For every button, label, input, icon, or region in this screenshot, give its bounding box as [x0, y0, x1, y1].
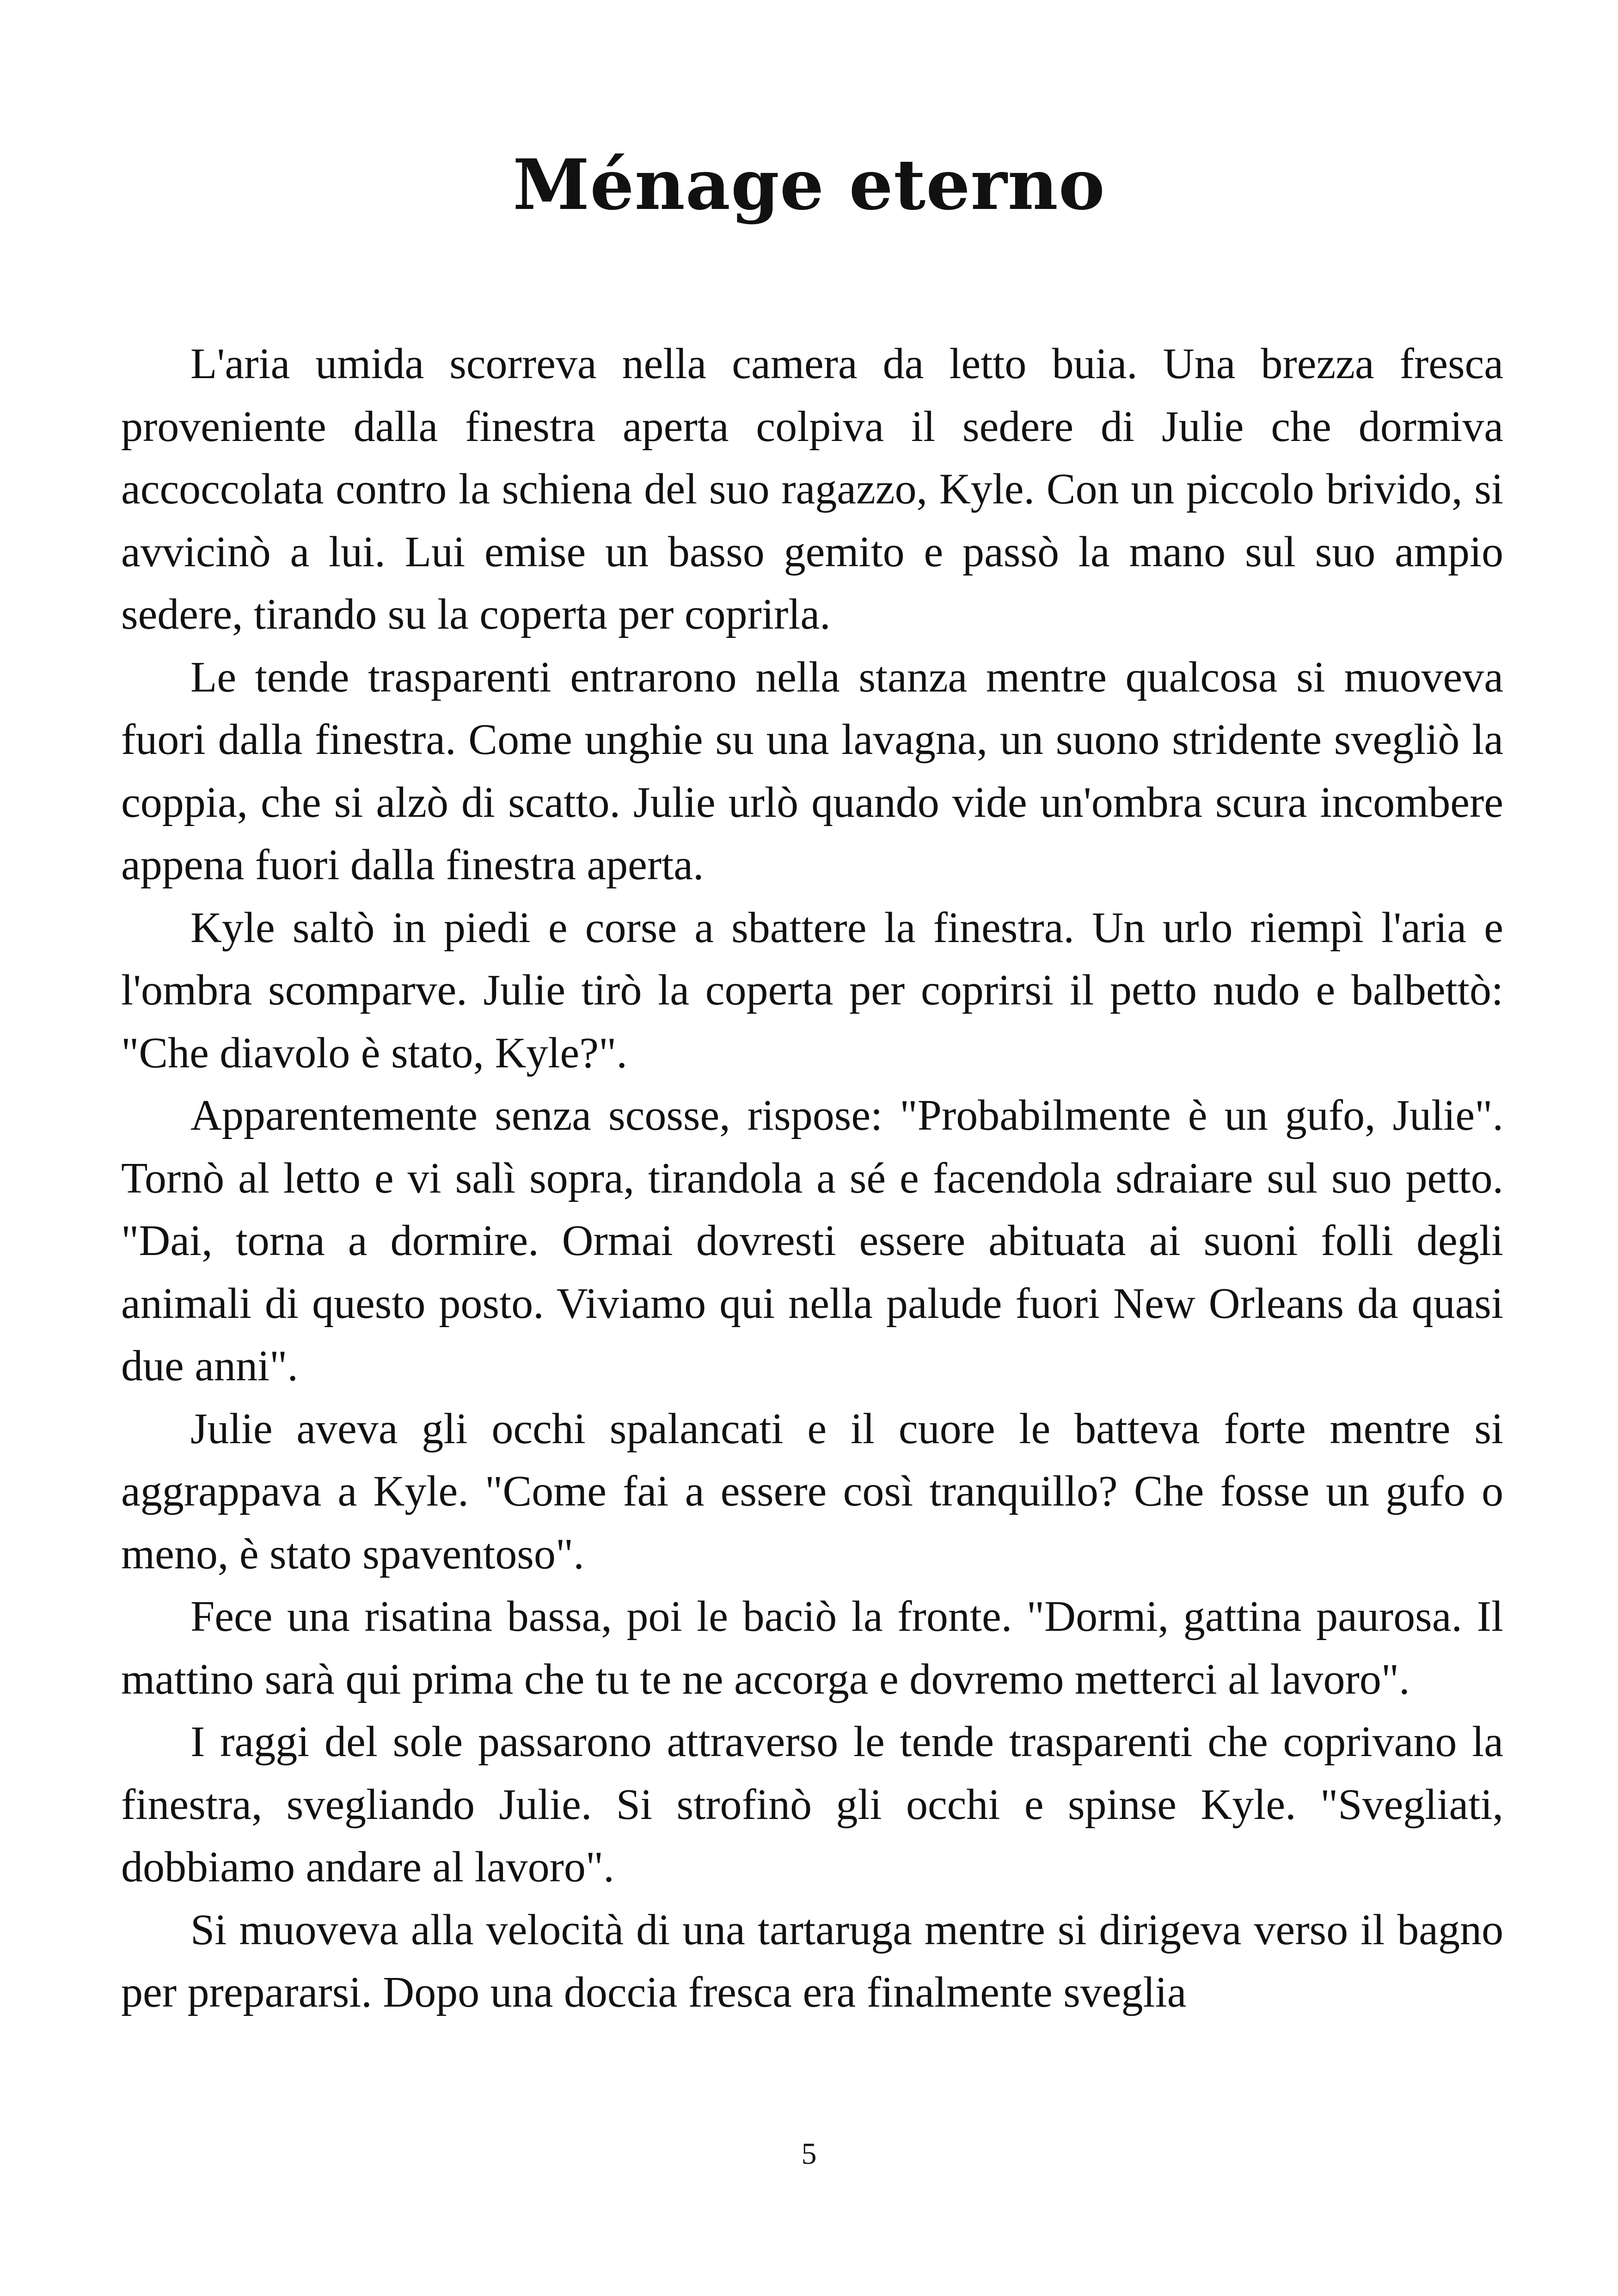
paragraph: Si muoveva alla velocità di una tartaruga mentre si dirigeva verso il bagno per prepararsi. Dopo una doccia fresca era finalmente sveglia: [121, 1905, 1503, 2016]
paragraph: Julie aveva gli occhi spalancati e il cuore le batteva forte mentre si aggrappava a Kyle. "Come fai a essere così tranquillo? Che fosse un gufo o meno, è stato spaventoso".: [121, 1404, 1503, 1578]
paragraph: L'aria umida scorreva nella camera da letto buia. Una brezza fresca proveniente dalla finestra aperta colpiva il sedere di Julie che dormiva accoccolata contro la schiena del suo ragazzo, Kyle. Con un piccolo brivido, si avvicinò a lui. Lui emise un basso gemito e passò la mano sul suo ampio sedere, tirando su la coperta per coprirla.: [121, 340, 1503, 638]
page-number: 5: [801, 2137, 817, 2171]
paragraph: Le tende trasparenti entrarono nella stanza mentre qualcosa si muoveva fuori dalla finestra. Come unghie su una lavagna, un suono stridente svegliò la coppia, che si alzò di scatto. Julie urlò quando vide un'ombra scura incombere appena fuori dalla finestra aperta.: [121, 653, 1503, 889]
paragraph: Kyle saltò in piedi e corse a sbattere la finestra. Un urlo riempì l'aria e l'ombra scomparve. Julie tirò la coperta per coprirsi il petto nudo e balbettò: "Che diavolo è stato, Kyle?".: [121, 903, 1503, 1077]
chapter-body: [121, 333, 1503, 2024]
paragraph: Fece una risatina bassa, poi le baciò la fronte. "Dormi, gattina paurosa. Il mattino sarà qui prima che tu te ne accorga e dovremo metterci al lavoro".: [121, 1592, 1503, 1703]
chapter-title: Ménage eterno: [513, 144, 1105, 226]
paragraph: Apparentemente senza scosse, rispose: "Probabilmente è un gufo, Julie". Tornò al letto e vi salì sopra, tirandola a sé e facendola sdraiare sul suo petto. "Dai, torna a dormire. Ormai dovresti essere abituata ai suoni folli degli animali di questo posto. Viviamo qui nella palude fuori New Orleans da quasi due anni".: [121, 1091, 1503, 1390]
paragraph: I raggi del sole passarono attraverso le tende trasparenti che coprivano la finestra, svegliando Julie. Si strofinò gli occhi e spinse Kyle. "Svegliati, dobbiamo andare al lavoro".: [121, 1718, 1503, 1891]
